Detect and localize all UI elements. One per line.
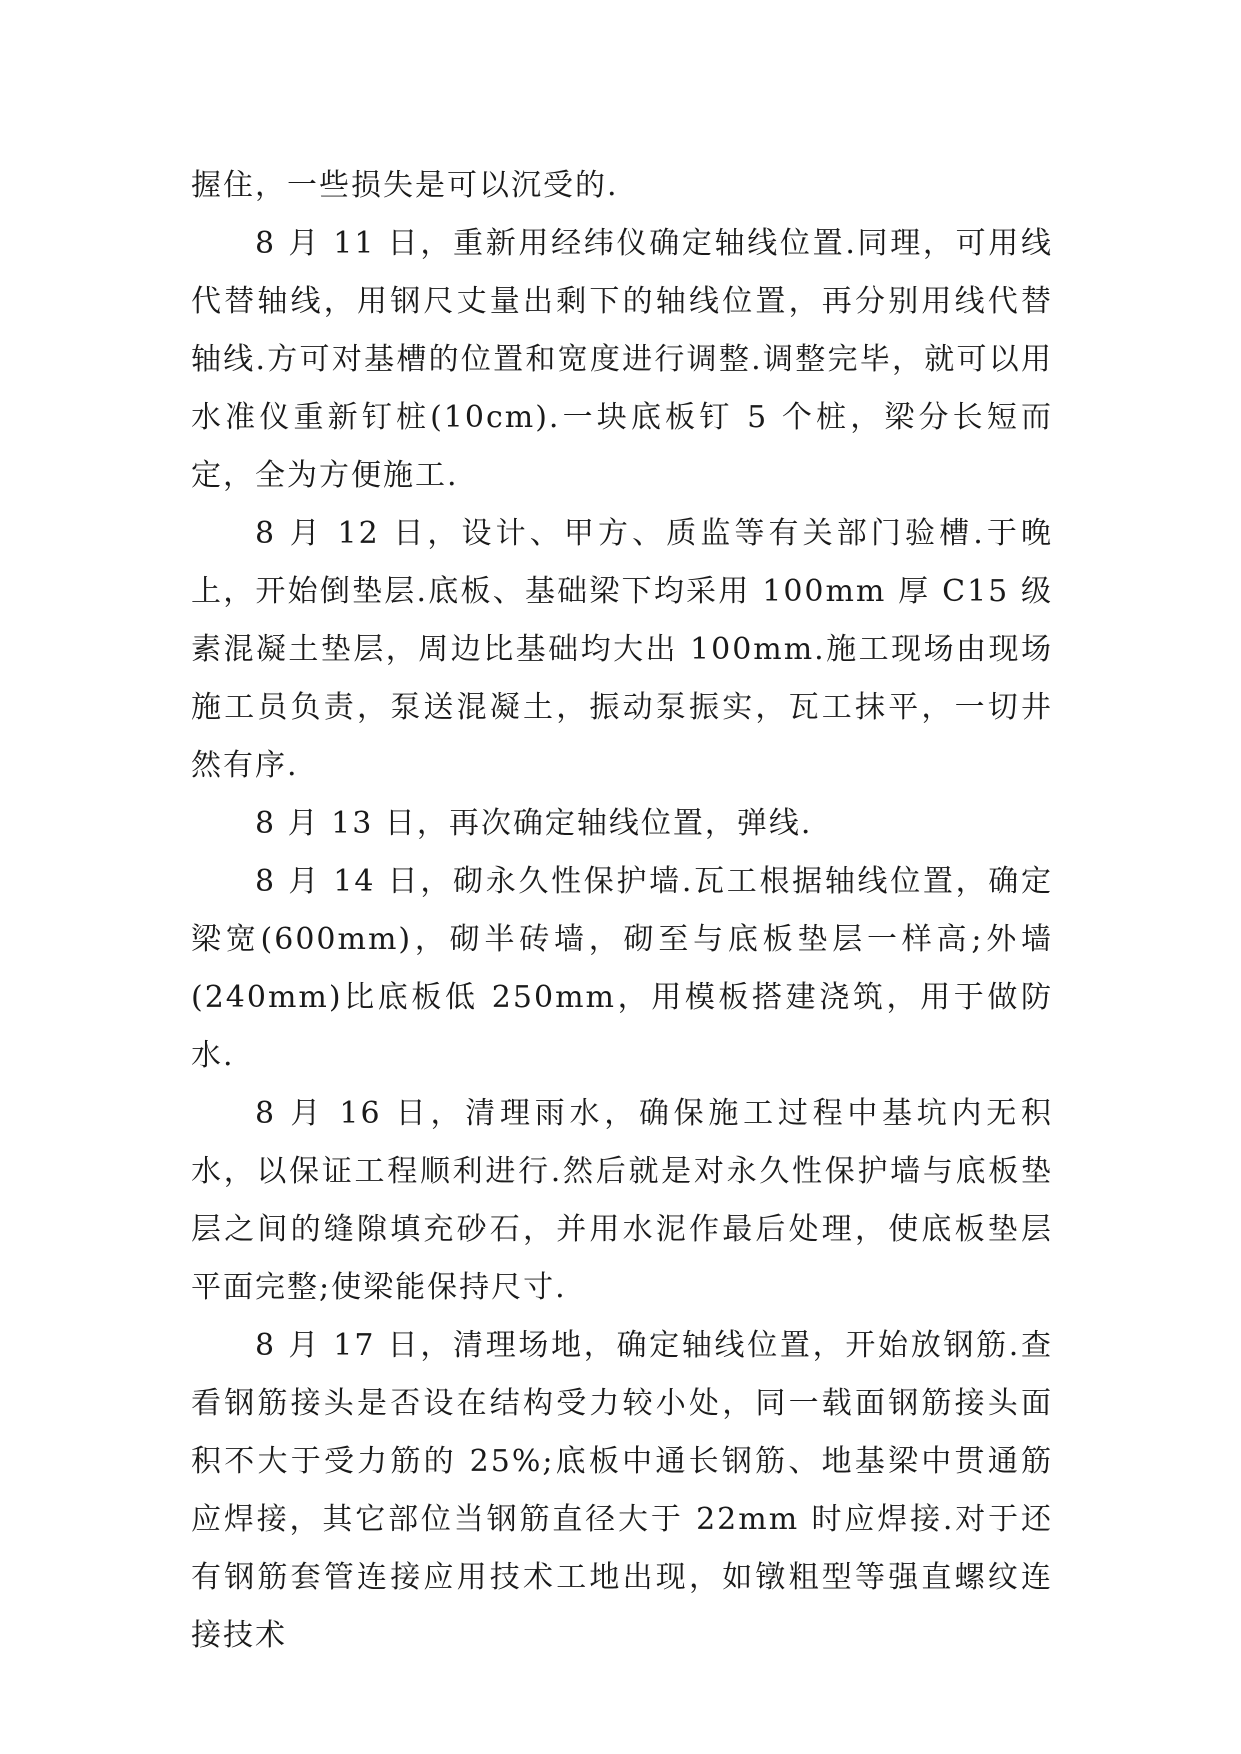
paragraph-5: 8 月 14 日，砌永久性保护墙.瓦工根据轴线位置，确定梁宽(600mm)，砌半砖墙，砌至与底板垫层一样高;外墙(240mm)比底板低 250mm，用模板搭建浇筑，用于做防水. <box>191 864 1053 1073</box>
paragraph-4: 8 月 13 日，再次确定轴线位置，弹线. <box>255 806 813 841</box>
paragraph-3: 8 月 12 日，设计、甲方、质监等有关部门验槽.于晚上，开始倒垫层.底板、基础梁下均采用 100mm 厚 C15 级素混凝土垫层，周边比基础均大出 100mm.施工现场由现场施工员负责，泵送混凝土，振动泵振实，瓦工抹平，一切井然有序. <box>191 516 1053 783</box>
paragraph-6: 8 月 16 日，清理雨水，确保施工过程中基坑内无积水，以保证工程顺利进行.然后就是对永久性保护墙与底板垫层之间的缝隙填充砂石，并用水泥作最后处理，使底板垫层平面完整;使梁能保持尺寸. <box>191 1096 1053 1305</box>
paragraph-1: 握住，一些损失是可以沉受的. <box>191 168 619 203</box>
document-body <box>191 157 1053 1665</box>
paragraph-2: 8 月 11 日，重新用经纬仪确定轴线位置.同理，可用线代替轴线，用钢尺丈量出剩下的轴线位置，再分别用线代替轴线.方可对基槽的位置和宽度进行调整.调整完毕，就可以用水准仪重新钉桩(10cm).一块底板钉 5 个桩，梁分长短而定，全为方便施工. <box>191 226 1053 493</box>
paragraph-7: 8 月 17 日，清理场地，确定轴线位置，开始放钢筋.查看钢筋接头是否设在结构受力较小处，同一载面钢筋接头面积不大于受力筋的 25%;底板中通长钢筋、地基梁中贯通筋应焊接，其它部位当钢筋直径大于 22mm 时应焊接.对于还有钢筋套管连接应用技术工地出现，如镦粗型等强直螺纹连接技术 <box>191 1328 1053 1653</box>
